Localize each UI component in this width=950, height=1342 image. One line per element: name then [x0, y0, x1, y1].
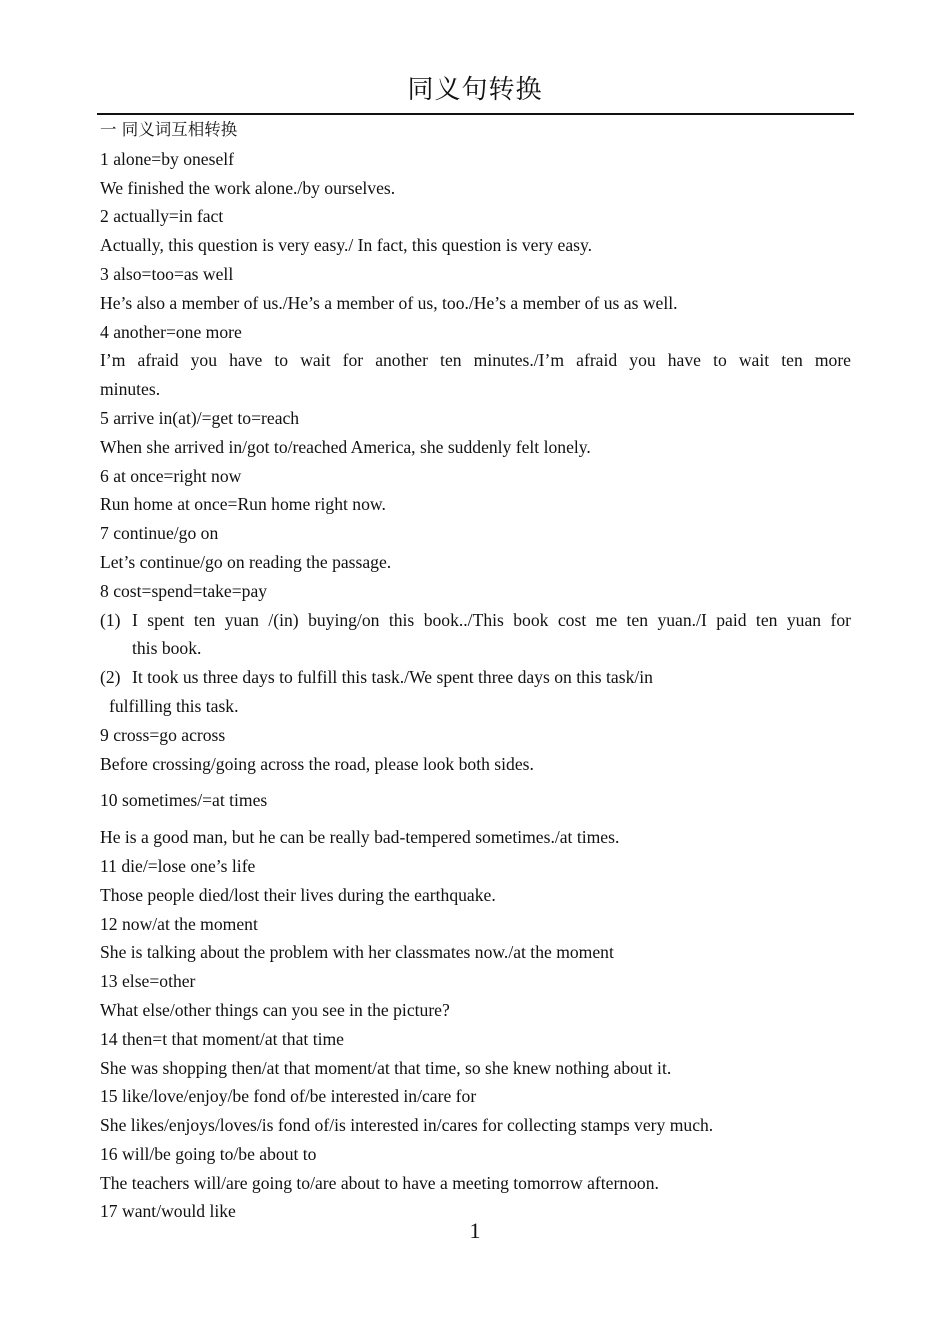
- synonym-item: 14 then=t that moment/at that time: [100, 1028, 344, 1049]
- document-body: [100, 116, 851, 1226]
- synonym-item: 2 actually=in fact: [100, 206, 224, 227]
- example-sentence: What else/other things can you see in the picture?: [100, 999, 450, 1020]
- synonym-item: 5 arrive in(at)/=get to=reach: [100, 407, 300, 428]
- synonym-item: 11 die/=lose one’s life: [100, 855, 256, 876]
- synonym-item: 9 cross=go across: [100, 724, 226, 745]
- section-heading: 一 同义词互相转换: [100, 120, 238, 139]
- enum-marker: (2): [100, 667, 121, 688]
- example-sentence: She likes/enjoys/loves/is fond of/is interested in/cares for collecting stamps very much.: [100, 1115, 714, 1136]
- numbered-example: [100, 606, 851, 635]
- synonym-item: 6 at once=right now: [100, 465, 242, 486]
- synonym-item: 12 now/at the moment: [100, 913, 258, 934]
- enum-text-continued: this book.: [132, 638, 202, 659]
- example-sentence: Run home at once=Run home right now.: [100, 494, 386, 515]
- example-sentence: She is talking about the problem with her classmates now./at the moment: [100, 942, 614, 963]
- page-title: 同义句转换: [407, 75, 543, 104]
- enum-text-continued: fulfilling this task.: [109, 695, 239, 716]
- enum-text: It took us three days to fulfill this task./We spent three days on this task/in: [132, 667, 653, 688]
- example-sentence: Before crossing/going across the road, please look both sides.: [100, 753, 534, 774]
- synonym-item: 7 continue/go on: [100, 523, 219, 544]
- enum-text: I spent ten yuan /(in) buying/on this book../This book cost me ten yuan./I paid ten yuan for: [132, 609, 851, 630]
- example-sentence: Let’s continue/go on reading the passage.: [100, 551, 392, 572]
- example-sentence: We finished the work alone./by ourselves.: [100, 177, 396, 198]
- synonym-item: 15 like/love/enjoy/be fond of/be interested in/care for: [100, 1086, 477, 1107]
- synonym-item: 3 also=too=as well: [100, 263, 234, 284]
- example-sentence: He is a good man, but he can be really bad-tempered sometimes./at times.: [100, 827, 620, 848]
- synonym-item: 1 alone=by oneself: [100, 148, 235, 169]
- page-number: 1: [469, 1218, 481, 1243]
- example-sentence: The teachers will/are going to/are about to have a meeting tomorrow afternoon.: [100, 1172, 659, 1193]
- example-sentence: When she arrived in/got to/reached America, she suddenly felt lonely.: [100, 436, 591, 457]
- synonym-item: 16 will/be going to/be about to: [100, 1143, 317, 1164]
- enum-marker: (1): [100, 609, 121, 630]
- example-sentence: He’s also a member of us./He’s a member of us, too./He’s a member of us as well.: [100, 292, 678, 313]
- synonym-item: 10 sometimes/=at times: [100, 790, 268, 811]
- example-sentence: I’m afraid you have to wait for another ten minutes./I’m afraid you have to wait ten more: [100, 350, 851, 371]
- synonym-item: 8 cost=spend=take=pay: [100, 580, 268, 601]
- example-sentence: She was shopping then/at that moment/at that time, so she knew nothing about it.: [100, 1057, 672, 1078]
- synonym-item: 17 want/would like: [100, 1201, 236, 1222]
- example-sentence: Those people died/lost their lives during the earthquake.: [100, 884, 496, 905]
- title-rule: [97, 113, 854, 115]
- example-sentence: Actually, this question is very easy./ In fact, this question is very easy.: [100, 235, 593, 256]
- numbered-example: [100, 663, 851, 692]
- example-sentence-continued: minutes.: [100, 379, 161, 400]
- synonym-item: 4 another=one more: [100, 321, 242, 342]
- synonym-item: 13 else=other: [100, 971, 196, 992]
